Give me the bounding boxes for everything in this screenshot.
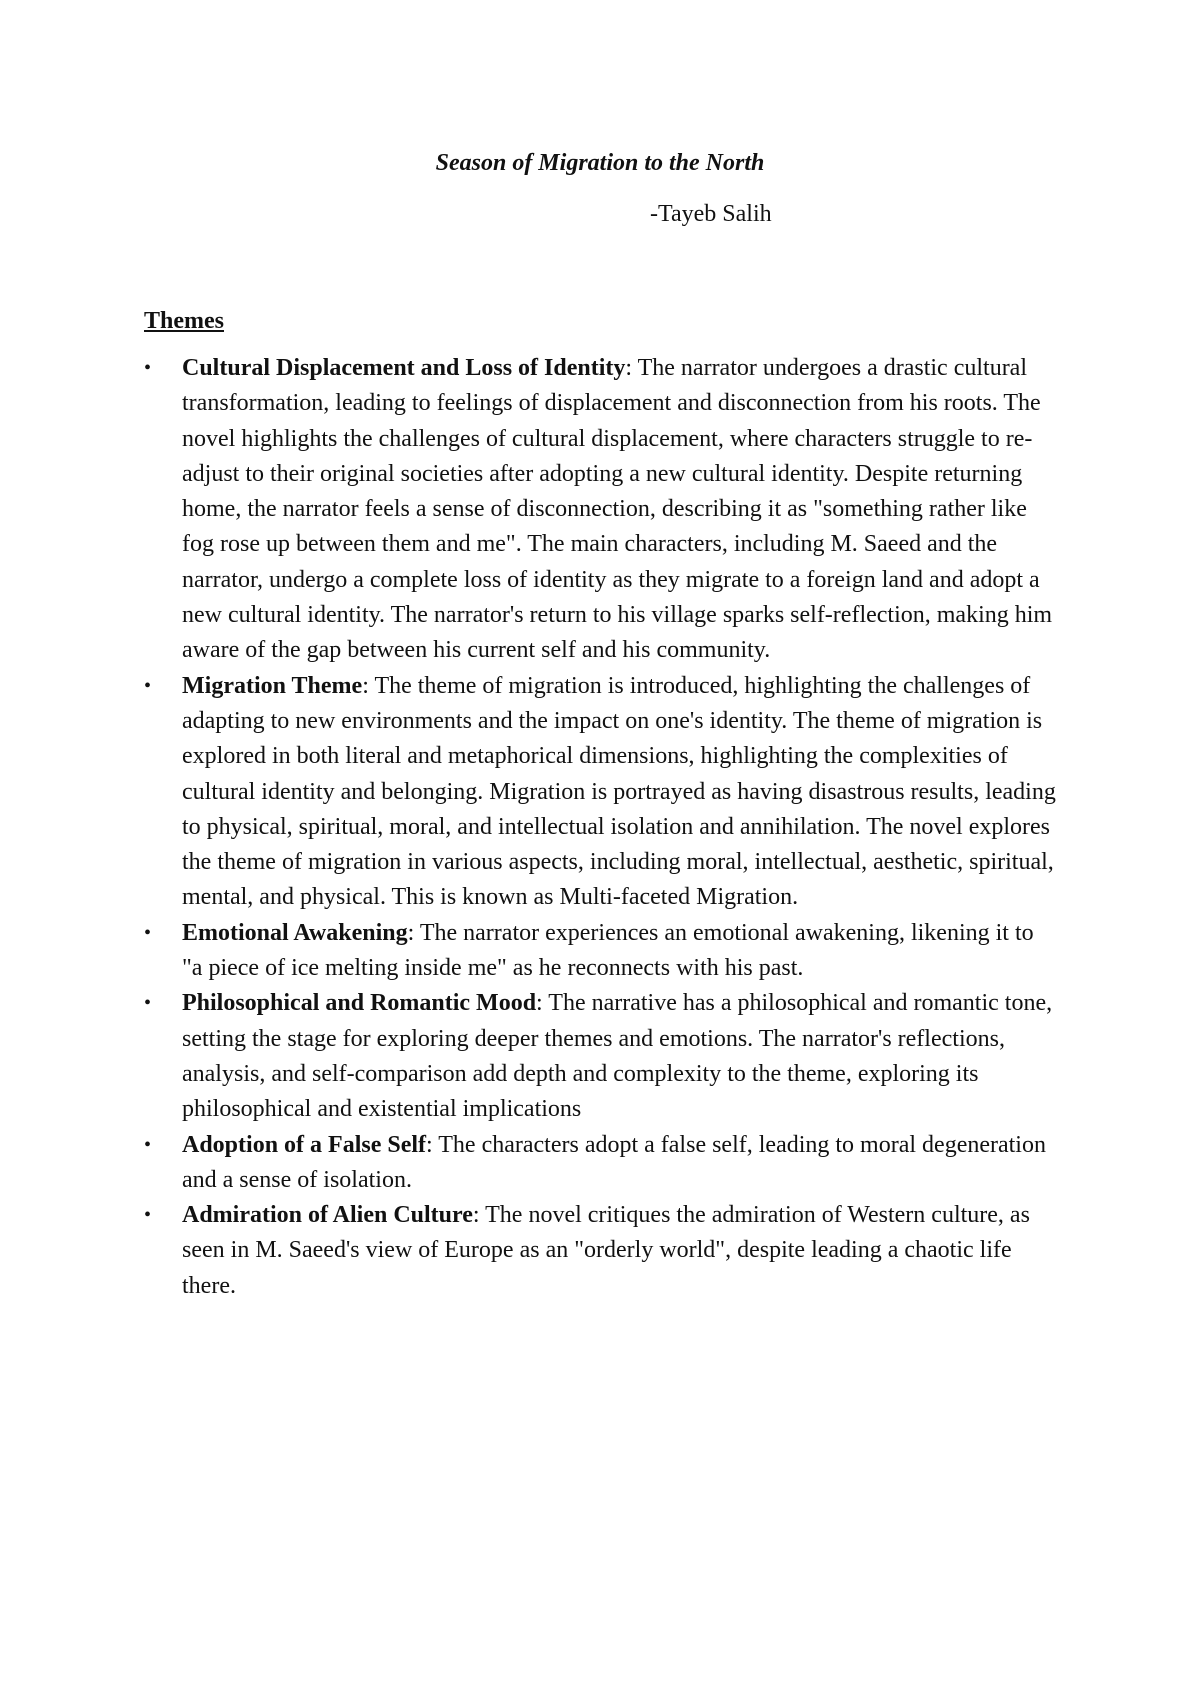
theme-name: Cultural Displacement and Loss of Identity <box>182 355 626 381</box>
themes-list <box>0 351 1200 1304</box>
theme-description: : The novel critiques the admiration of Western culture, as seen in M. Saeed's view of Europe as an "orderly world", despite leading a chaotic life there. <box>182 1202 1030 1299</box>
theme-name: Emotional Awakening <box>182 919 408 946</box>
theme-description: : The characters adopt a false self, leading to moral degeneration and a sense of isolation. <box>182 1131 1046 1193</box>
theme-item-alien-culture <box>0 1198 1200 1304</box>
theme-name: Migration Theme <box>182 672 363 699</box>
bullet-icon: • <box>144 992 152 1015</box>
theme-description: : The narrator experiences an emotional awakening, likening it to "a piece of ice melting inside me" as he reconnects with his past. <box>182 919 1034 982</box>
theme-name: Philosophical and Romantic Mood <box>182 990 537 1017</box>
bullet-icon: • <box>144 1204 152 1227</box>
bullet-icon: • <box>144 357 152 379</box>
themes-heading: Themes <box>144 308 224 334</box>
theme-item-philosophical-mood <box>0 986 1200 1127</box>
bullet-icon: • <box>144 921 152 944</box>
theme-item-migration <box>0 669 1200 916</box>
theme-item-cultural-displacement <box>0 351 1200 669</box>
theme-description: : The narrator undergoes a drastic cultural transformation, leading to feelings of displacement and disconnection from his roots. The novel highlights the challenges of cultural displacement, where characters struggle to re-adjust to their original societies after adopting a new cultural identity. Despite returning home, the narrator feels a sense of disconnection, describing it as "something rather like fog rose up between them and me". The main characters, including M. Saeed and the narrator, undergo a complete loss of identity as they migrate to a foreign land and adopt a new cultural identity. The narrator's return to his village sparks self-reflection, making him aware of the gap between his current self and his community. <box>182 355 1053 664</box>
document-title: Season of Migration to the North <box>435 150 765 176</box>
theme-description: : The theme of migration is introduced, highlighting the challenges of adapting to new environments and the impact on one's identity. The theme of migration is explored in both literal and metaphorical dimensions, highlighting the complexities of cultural identity and belonging. Migration is portrayed as having disastrous results, leading to physical, spiritual, moral, and intellectual isolation and annihilation. The novel explores the theme of migration in various aspects, including moral, intellectual, aesthetic, spiritual, mental, and physical. This is known as Multi-faceted Migration. <box>182 672 1056 911</box>
document-author: -Tayeb Salih <box>650 201 772 227</box>
theme-item-false-self <box>0 1128 1200 1199</box>
theme-description: : The narrative has a philosophical and romantic tone, setting the stage for exploring deeper themes and emotions. The narrator's reflections, analysis, and self-comparison add depth and complexity to the theme, exploring its philosophical and existential implications <box>182 990 1053 1123</box>
theme-name: Admiration of Alien Culture <box>182 1202 473 1229</box>
theme-item-emotional-awakening <box>0 916 1200 987</box>
theme-name: Adoption of a False Self <box>182 1131 427 1158</box>
bullet-icon: • <box>144 674 152 697</box>
bullet-icon: • <box>144 1133 152 1156</box>
